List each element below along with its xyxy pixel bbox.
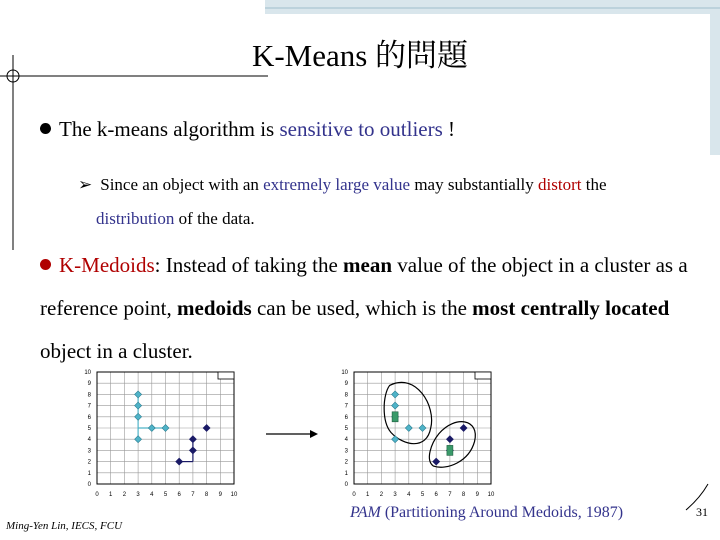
chart2-x-tick-label: 7 [448, 492, 452, 498]
chart2-cluster2-point [460, 425, 467, 432]
pam-label: PAM [350, 504, 381, 521]
chart2-x-tick-label: 6 [434, 492, 438, 498]
chart2-y-tick-label: 3 [344, 448, 348, 455]
chart2-y-tick-label: 4 [344, 437, 348, 444]
chart2-y-tick-label: 0 [344, 482, 348, 488]
bullet3-t1: : Instead of taking the [154, 253, 344, 277]
chart2-legend-box [475, 372, 491, 379]
chart2-x-tick-label: 9 [475, 492, 479, 498]
chart1-x-tick-label: 0 [95, 492, 99, 498]
chart1-cluster1-point [148, 425, 155, 432]
chart2-x-tick-label: 2 [379, 492, 384, 498]
chart2-cluster1-point [392, 402, 399, 409]
bullet2-h2: distort [538, 175, 582, 194]
bullet3-t3: can be used, which is the [251, 296, 473, 320]
chart1-y-tick-label: 7 [87, 403, 91, 410]
chart1-x-tick-label: 4 [150, 492, 154, 498]
chart1-y-tick-label: 3 [87, 448, 91, 455]
chart1-cluster1-point [135, 391, 142, 398]
bullet3-b2: medoids [177, 296, 252, 320]
chart2-cluster2-point [446, 436, 453, 443]
bullet2-p2: may substantially [410, 175, 539, 194]
page-title: K-Means 的問題 [251, 38, 469, 73]
chart1-x-tick-label: 10 [230, 492, 238, 498]
chart2-x-tick-label: 1 [366, 492, 370, 498]
bullet2-p3: the [581, 175, 607, 194]
chart1-y-tick-label: 10 [84, 370, 91, 376]
chart1-cluster2-point [176, 458, 183, 465]
chart2-y-tick-label: 7 [344, 403, 348, 410]
chart2-medoid-marker [447, 445, 453, 455]
chart1-legend-box [218, 372, 234, 379]
chart1-y-tick-label: 8 [87, 392, 91, 399]
chart1-cluster1-point [135, 413, 142, 420]
chart1-x-tick-label: 3 [136, 492, 140, 498]
chart1-cluster1-point [135, 402, 142, 409]
page-number: 31 [696, 505, 708, 519]
chart2-y-tick-label: 9 [344, 381, 348, 388]
bullet3-term: K-Medoids [59, 253, 155, 277]
bullet3-b1: mean [343, 253, 393, 277]
chart2-y-tick-label: 1 [344, 470, 348, 477]
chart1-y-tick-label: 4 [87, 437, 91, 444]
bullet1-highlight: sensitive to outliers [279, 117, 443, 141]
chart1-x-tick-label: 9 [218, 492, 222, 498]
author-footer: Ming-Yen Lin, IECS, FCU [6, 520, 123, 532]
pam-rest: (Partitioning Around Medoids, 1987) [380, 504, 624, 521]
chart2-x-tick-label: 5 [420, 492, 425, 498]
chart2-y-tick-label: 6 [344, 414, 348, 421]
chart1-cluster2-point [189, 447, 196, 454]
pam-caption [350, 504, 623, 522]
chart2-cluster1-outline [384, 382, 431, 443]
chart1-y-tick-label: 6 [87, 414, 91, 421]
chart2-x-tick-label: 0 [352, 492, 356, 498]
chart1-cluster2-point [203, 425, 210, 432]
chart2-cluster1-point [392, 436, 399, 443]
chart2-cluster1-point [419, 425, 426, 432]
bullet2-p4: of the data. [174, 209, 255, 228]
bullet3-t2: value of the object in a cluster as a reference point, [40, 253, 688, 320]
chart1-x-tick-label: 6 [177, 492, 181, 498]
bullet3-b3: most centrally located [472, 296, 670, 320]
chart2-x-tick-label: 10 [487, 492, 495, 498]
chart1-y-tick-label: 1 [87, 470, 91, 477]
chart1-x-tick-label: 1 [109, 492, 113, 498]
transition-arrow-head-icon [310, 430, 318, 438]
chart2-y-tick-label: 2 [344, 459, 348, 466]
chart2-cluster2-point [433, 458, 440, 465]
chart1-y-tick-label: 5 [87, 426, 91, 432]
chart2-x-tick-label: 8 [461, 492, 466, 498]
chart1-y-tick-label: 2 [87, 459, 91, 466]
chart1-cluster2-point [189, 436, 196, 443]
chart1-y-tick-label: 0 [87, 482, 91, 488]
bullet3-t4: object in a cluster. [40, 339, 193, 363]
bullet1-prefix: The k-means algorithm is [59, 117, 280, 141]
arrow-bullet-icon: ➢ [78, 175, 93, 194]
chart1-cluster1-point [162, 425, 169, 432]
chart2-cluster1-point [405, 425, 412, 432]
chart2-y-tick-label: 10 [341, 370, 348, 376]
bullet2-p1: Since an object with an [100, 175, 264, 194]
chart2-medoid-marker [392, 412, 398, 422]
bullet2-h3: distribution [96, 209, 175, 228]
chart1-x-tick-label: 5 [163, 492, 168, 498]
chart1-x-tick-label: 2 [122, 492, 127, 498]
chart2-y-tick-label: 8 [344, 392, 348, 399]
chart2-x-tick-label: 3 [393, 492, 397, 498]
chart2-y-tick-label: 5 [344, 426, 348, 432]
chart2-cluster1-point [392, 391, 399, 398]
chart1-y-tick-label: 9 [87, 381, 91, 388]
bullet1-suffix: ! [442, 117, 456, 141]
chart2-x-tick-label: 4 [407, 492, 411, 498]
bullet2-h1: extremely large value [263, 175, 411, 194]
chart1-x-tick-label: 7 [191, 492, 195, 498]
chart1-x-tick-label: 8 [204, 492, 209, 498]
chart1-cluster1-point [135, 436, 142, 443]
